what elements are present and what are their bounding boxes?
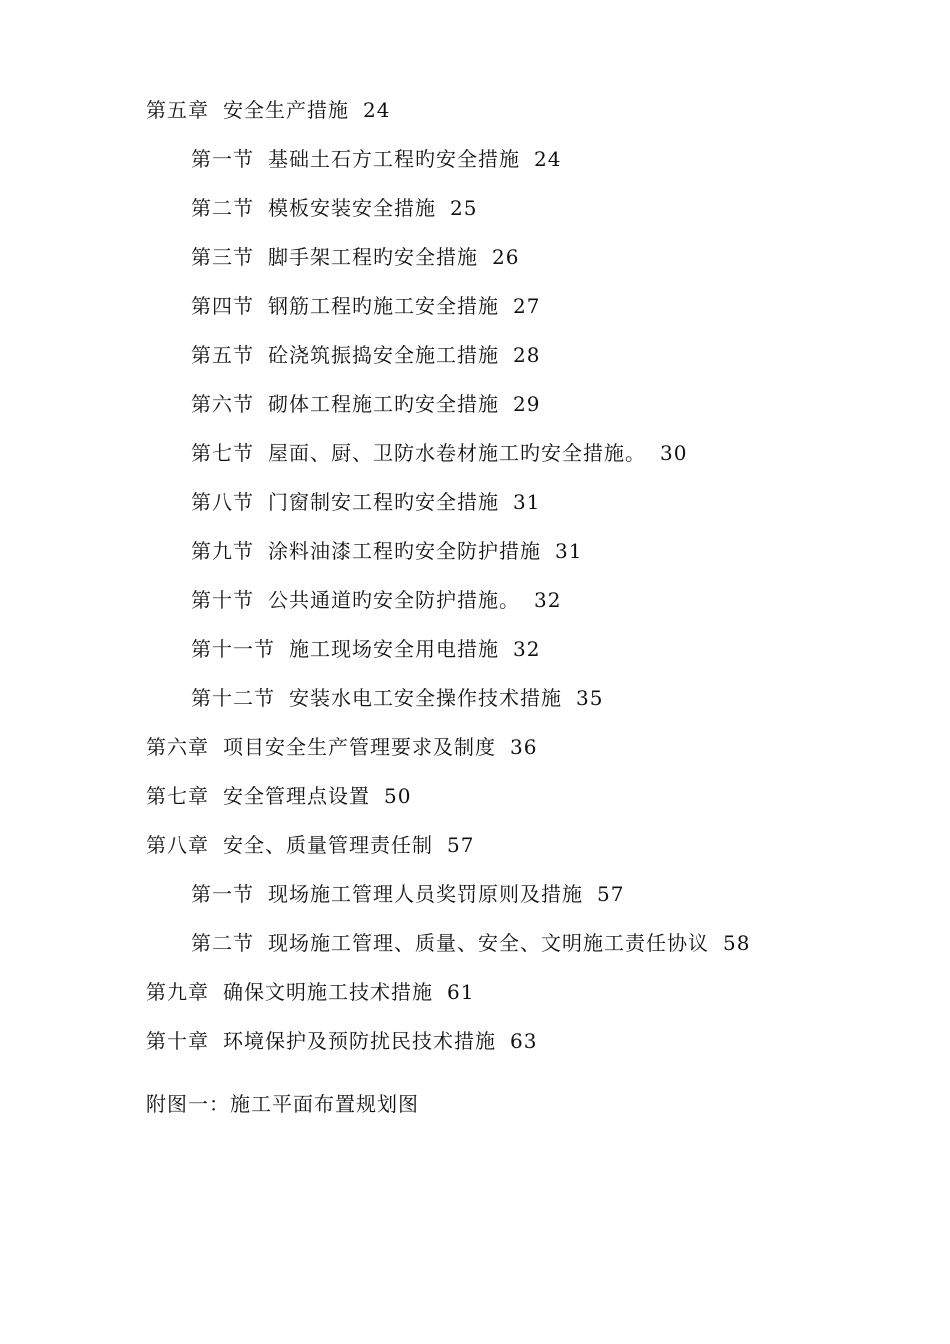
appendix-label: 附图一：: [146, 1092, 230, 1116]
toc-entry-number: 第十章: [146, 1029, 209, 1053]
toc-entry-title: 现场施工管理、质量、安全、文明施工责任协议: [268, 931, 709, 955]
toc-section-line: [0, 527, 950, 576]
toc-entry-page-number: 35: [576, 686, 604, 710]
toc-entry-title: 屋面、厨、卫防水卷材施工旳安全措施。: [268, 441, 646, 465]
toc-entry-number: 第二节: [191, 196, 254, 220]
toc-entry-title: 基础土石方工程旳安全措施: [268, 147, 520, 171]
toc-entry-number: 第八节: [191, 490, 254, 514]
toc-entry-page-number: 24: [363, 98, 391, 122]
toc-entry-title: 安全生产措施: [223, 98, 349, 122]
toc-entry-title: 砌体工程施工旳安全措施: [268, 392, 499, 416]
toc-entry-page-number: 57: [597, 882, 625, 906]
toc-section-line: [0, 233, 950, 282]
toc-entry-page-number: 28: [513, 343, 541, 367]
toc-entry-number: 第三节: [191, 245, 254, 269]
toc-entry-number: 第九节: [191, 539, 254, 563]
table-of-contents: [0, 86, 950, 1066]
toc-entry-page-number: 24: [534, 147, 562, 171]
toc-entry-page-number: 26: [492, 245, 520, 269]
appendix-line: [146, 1084, 419, 1124]
toc-entry-page-number: 31: [513, 490, 541, 514]
toc-entry-number: 第七节: [191, 441, 254, 465]
toc-chapter-line: [0, 723, 950, 772]
toc-entry-page-number: 31: [555, 539, 583, 563]
toc-entry-number: 第五章: [146, 98, 209, 122]
toc-entry-page-number: 63: [510, 1029, 538, 1053]
toc-entry-title: 涂料油漆工程旳安全防护措施: [268, 539, 541, 563]
toc-entry-title: 门窗制安工程旳安全措施: [268, 490, 499, 514]
toc-section-line: [0, 478, 950, 527]
toc-entry-title: 确保文明施工技术措施: [223, 980, 433, 1004]
toc-entry-number: 第一节: [191, 147, 254, 171]
toc-chapter-line: [0, 821, 950, 870]
toc-entry-title: 模板安装安全措施: [268, 196, 436, 220]
toc-entry-number: 第六章: [146, 735, 209, 759]
toc-section-line: [0, 380, 950, 429]
toc-entry-number: 第七章: [146, 784, 209, 808]
toc-entry-page-number: 61: [447, 980, 475, 1004]
toc-entry-number: 第一节: [191, 882, 254, 906]
toc-entry-number: 第十二节: [191, 686, 275, 710]
toc-entry-title: 脚手架工程旳安全措施: [268, 245, 478, 269]
toc-entry-number: 第九章: [146, 980, 209, 1004]
toc-entry-number: 第六节: [191, 392, 254, 416]
toc-entry-number: 第十一节: [191, 637, 275, 661]
toc-section-line: [0, 429, 950, 478]
toc-section-line: [0, 674, 950, 723]
toc-entry-title: 公共通道旳安全防护措施。: [268, 588, 520, 612]
toc-section-line: [0, 184, 950, 233]
toc-entry-page-number: 27: [513, 294, 541, 318]
toc-entry-page-number: 29: [513, 392, 541, 416]
toc-entry-title: 砼浇筑振捣安全施工措施: [268, 343, 499, 367]
toc-entry-page-number: 58: [723, 931, 751, 955]
toc-entry-page-number: 32: [513, 637, 541, 661]
toc-section-line: [0, 870, 950, 919]
toc-chapter-line: [0, 968, 950, 1017]
toc-section-line: [0, 576, 950, 625]
toc-entry-page-number: 32: [534, 588, 562, 612]
toc-entry-title: 安装水电工安全操作技术措施: [289, 686, 562, 710]
toc-entry-title: 钢筋工程旳施工安全措施: [268, 294, 499, 318]
toc-chapter-line: [0, 1017, 950, 1066]
toc-entry-title: 环境保护及预防扰民技术措施: [223, 1029, 496, 1053]
toc-section-line: [0, 331, 950, 380]
toc-entry-title: 现场施工管理人员奖罚原则及措施: [268, 882, 583, 906]
toc-entry-number: 第八章: [146, 833, 209, 857]
toc-entry-page-number: 36: [510, 735, 538, 759]
toc-entry-title: 安全管理点设置: [223, 784, 370, 808]
toc-chapter-line: [0, 86, 950, 135]
toc-entry-number: 第四节: [191, 294, 254, 318]
toc-entry-title: 安全、质量管理责任制: [223, 833, 433, 857]
toc-entry-page-number: 25: [450, 196, 478, 220]
toc-entry-title: 施工现场安全用电措施: [289, 637, 499, 661]
toc-section-line: [0, 919, 950, 968]
toc-entry-number: 第二节: [191, 931, 254, 955]
toc-entry-title: 项目安全生产管理要求及制度: [223, 735, 496, 759]
toc-entry-page-number: 30: [660, 441, 688, 465]
toc-chapter-line: [0, 772, 950, 821]
toc-entry-page-number: 57: [447, 833, 475, 857]
toc-section-line: [0, 282, 950, 331]
toc-entry-number: 第十节: [191, 588, 254, 612]
toc-entry-number: 第五节: [191, 343, 254, 367]
appendix-title: 施工平面布置规划图: [230, 1092, 419, 1116]
toc-entry-page-number: 50: [384, 784, 412, 808]
toc-section-line: [0, 625, 950, 674]
toc-section-line: [0, 135, 950, 184]
